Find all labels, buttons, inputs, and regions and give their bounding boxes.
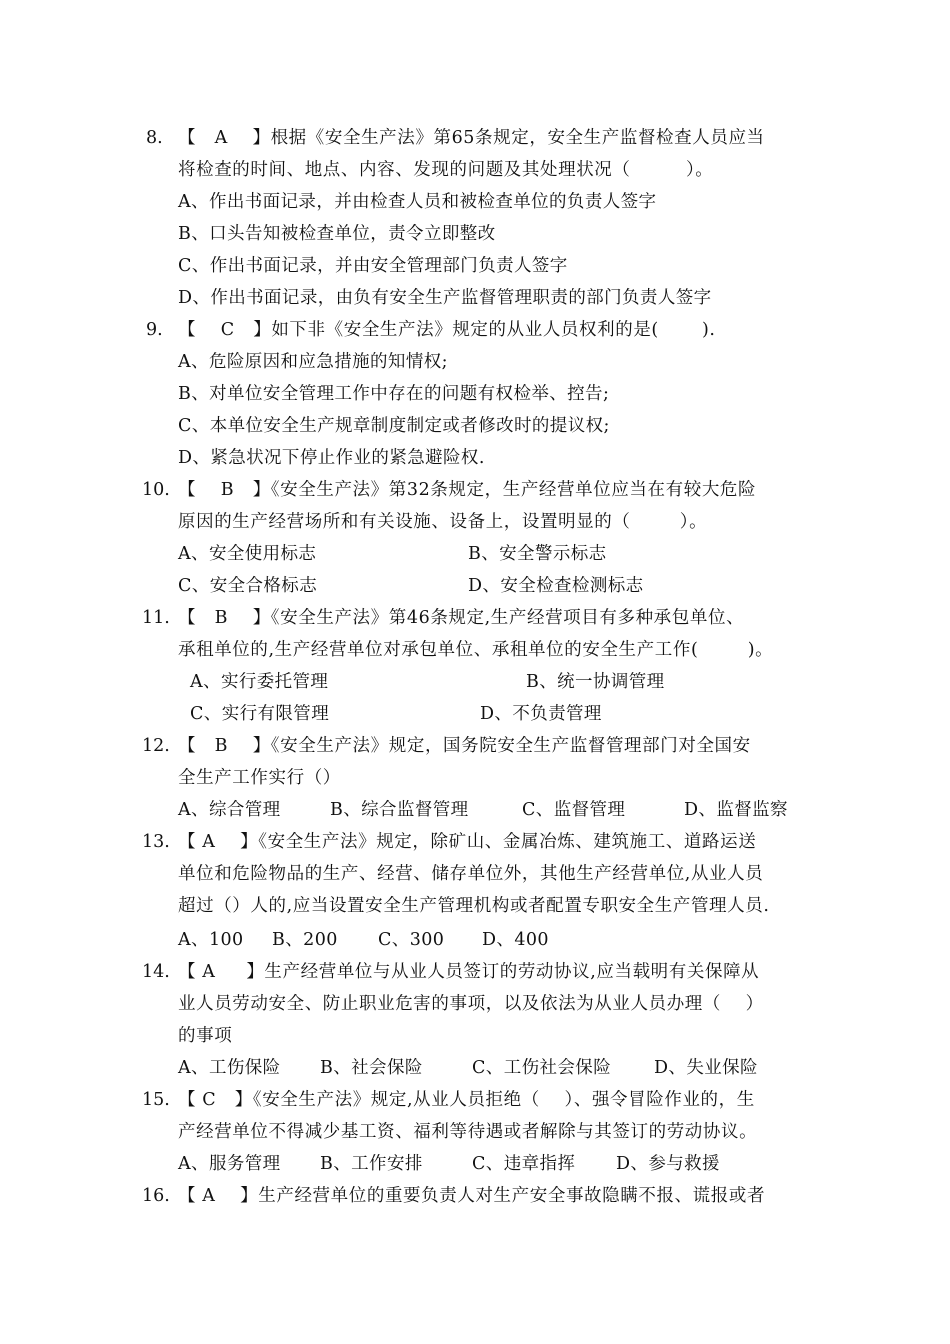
question-text-line: 原因的生产经营场所和有关设施、设备上，设置明显的（ ）。 <box>178 512 708 532</box>
question-number: 16. <box>142 1186 170 1206</box>
option-a: A、100 <box>178 930 244 950</box>
option-a: A、实行委托管理 <box>190 672 329 692</box>
question-text-line: 【 B 】《安全生产法》第32条规定，生产经营单位应当在有较大危险 <box>178 480 757 500</box>
option-c: C、作出书面记录，并由安全管理部门负责人签字 <box>178 256 568 276</box>
option-b: B、口头告知被检查单位，责令立即整改 <box>178 224 496 244</box>
option-a: A、危险原因和应急措施的知情权; <box>178 352 448 372</box>
question-number: 15. <box>142 1090 170 1110</box>
option-c: C、安全合格标志 <box>178 576 318 596</box>
question-text-line: 【 B 】《安全生产法》规定，国务院安全生产监督管理部门对全国安 <box>178 736 751 756</box>
option-b: B、社会保险 <box>320 1058 423 1078</box>
question-text-line: 【 A 】《安全生产法》规定，除矿山、金属冶炼、建筑施工、道路运送 <box>178 832 757 852</box>
option-d: D、参与救援 <box>616 1154 720 1174</box>
option-d: D、紧急状况下停止作业的紧急避险权. <box>178 448 485 468</box>
question-text-line: 【 A 】生产经营单位与从业人员签订的劳动协议,应当载明有关保障从 <box>178 962 760 982</box>
option-b: B、200 <box>272 930 338 950</box>
question-number: 13. <box>142 832 170 852</box>
option-d: D、400 <box>482 930 549 950</box>
question-number: 12. <box>142 736 170 756</box>
option-d: D、监督监察 <box>684 800 788 820</box>
option-c: C、工伤社会保险 <box>472 1058 612 1078</box>
question-text-line: 【 A 】根据《安全生产法》第65条规定，安全生产监督检查人员应当 <box>178 128 765 148</box>
option-a: A、作出书面记录，并由检查人员和被检查单位的负责人签字 <box>178 192 657 212</box>
option-c: C、违章指挥 <box>472 1154 576 1174</box>
question-text-line: 产经营单位不得减少基工资、福利等待遇或者解除与其签订的劳动协议。 <box>178 1122 758 1142</box>
question-text-line: 承租单位的,生产经营单位对承包单位、承租单位的安全生产工作( )。 <box>178 640 774 660</box>
option-b: B、安全警示标志 <box>468 544 607 564</box>
option-d: D、安全检查检测标志 <box>468 576 644 596</box>
option-a: A、工伤保险 <box>178 1058 281 1078</box>
option-a: A、安全使用标志 <box>178 544 317 564</box>
question-number: 8. <box>146 128 163 148</box>
option-c: C、本单位安全生产规章制度制定或者修改时的提议权; <box>178 416 610 436</box>
option-b: B、统一协调管理 <box>526 672 665 692</box>
question-number: 14. <box>142 962 170 982</box>
question-text-line: 业人员劳动安全、防止职业危害的事项，以及依法为从业人员办理（ ） <box>178 994 764 1014</box>
option-c: C、实行有限管理 <box>190 704 330 724</box>
option-b: B、工作安排 <box>320 1154 423 1174</box>
option-d: D、作出书面记录，由负有安全生产监督管理职责的部门负责人签字 <box>178 288 712 308</box>
option-c: C、300 <box>378 930 445 950</box>
option-b: B、对单位安全管理工作中存在的问题有权检举、控告; <box>178 384 610 404</box>
question-number: 9. <box>146 320 163 340</box>
question-number: 11. <box>142 608 170 628</box>
question-text-line: 将检查的时间、地点、内容、发现的问题及其处理状况（ ）。 <box>178 160 714 180</box>
option-d: D、失业保险 <box>654 1058 758 1078</box>
option-a: A、综合管理 <box>178 800 281 820</box>
question-text-line: 单位和危险物品的生产、经营、储存单位外，其他生产经营单位,从业人员 <box>178 864 764 884</box>
question-text-line: 的事项 <box>178 1026 233 1046</box>
option-d: D、不负责管理 <box>480 704 602 724</box>
question-text-line: 超过（）人的,应当设置安全生产管理机构或者配置专职安全生产管理人员. <box>178 896 770 916</box>
question-text-line: 【 C 】如下非《安全生产法》规定的从业人员权利的是( ). <box>178 320 716 340</box>
option-a: A、服务管理 <box>178 1154 281 1174</box>
question-number: 10. <box>142 480 170 500</box>
question-text-line: 【 A 】生产经营单位的重要负责人对生产安全事故隐瞒不报、谎报或者 <box>178 1186 766 1206</box>
question-text-line: 【 C 】《安全生产法》规定,从业人员拒绝（ ）、强令冒险作业的，生 <box>178 1090 755 1110</box>
option-c: C、监督管理 <box>522 800 626 820</box>
option-b: B、综合监督管理 <box>330 800 469 820</box>
question-text-line: 全生产工作实行（） <box>178 768 341 788</box>
question-text-line: 【 B 】《安全生产法》第46条规定,生产经营项目有多种承包单位、 <box>178 608 745 628</box>
